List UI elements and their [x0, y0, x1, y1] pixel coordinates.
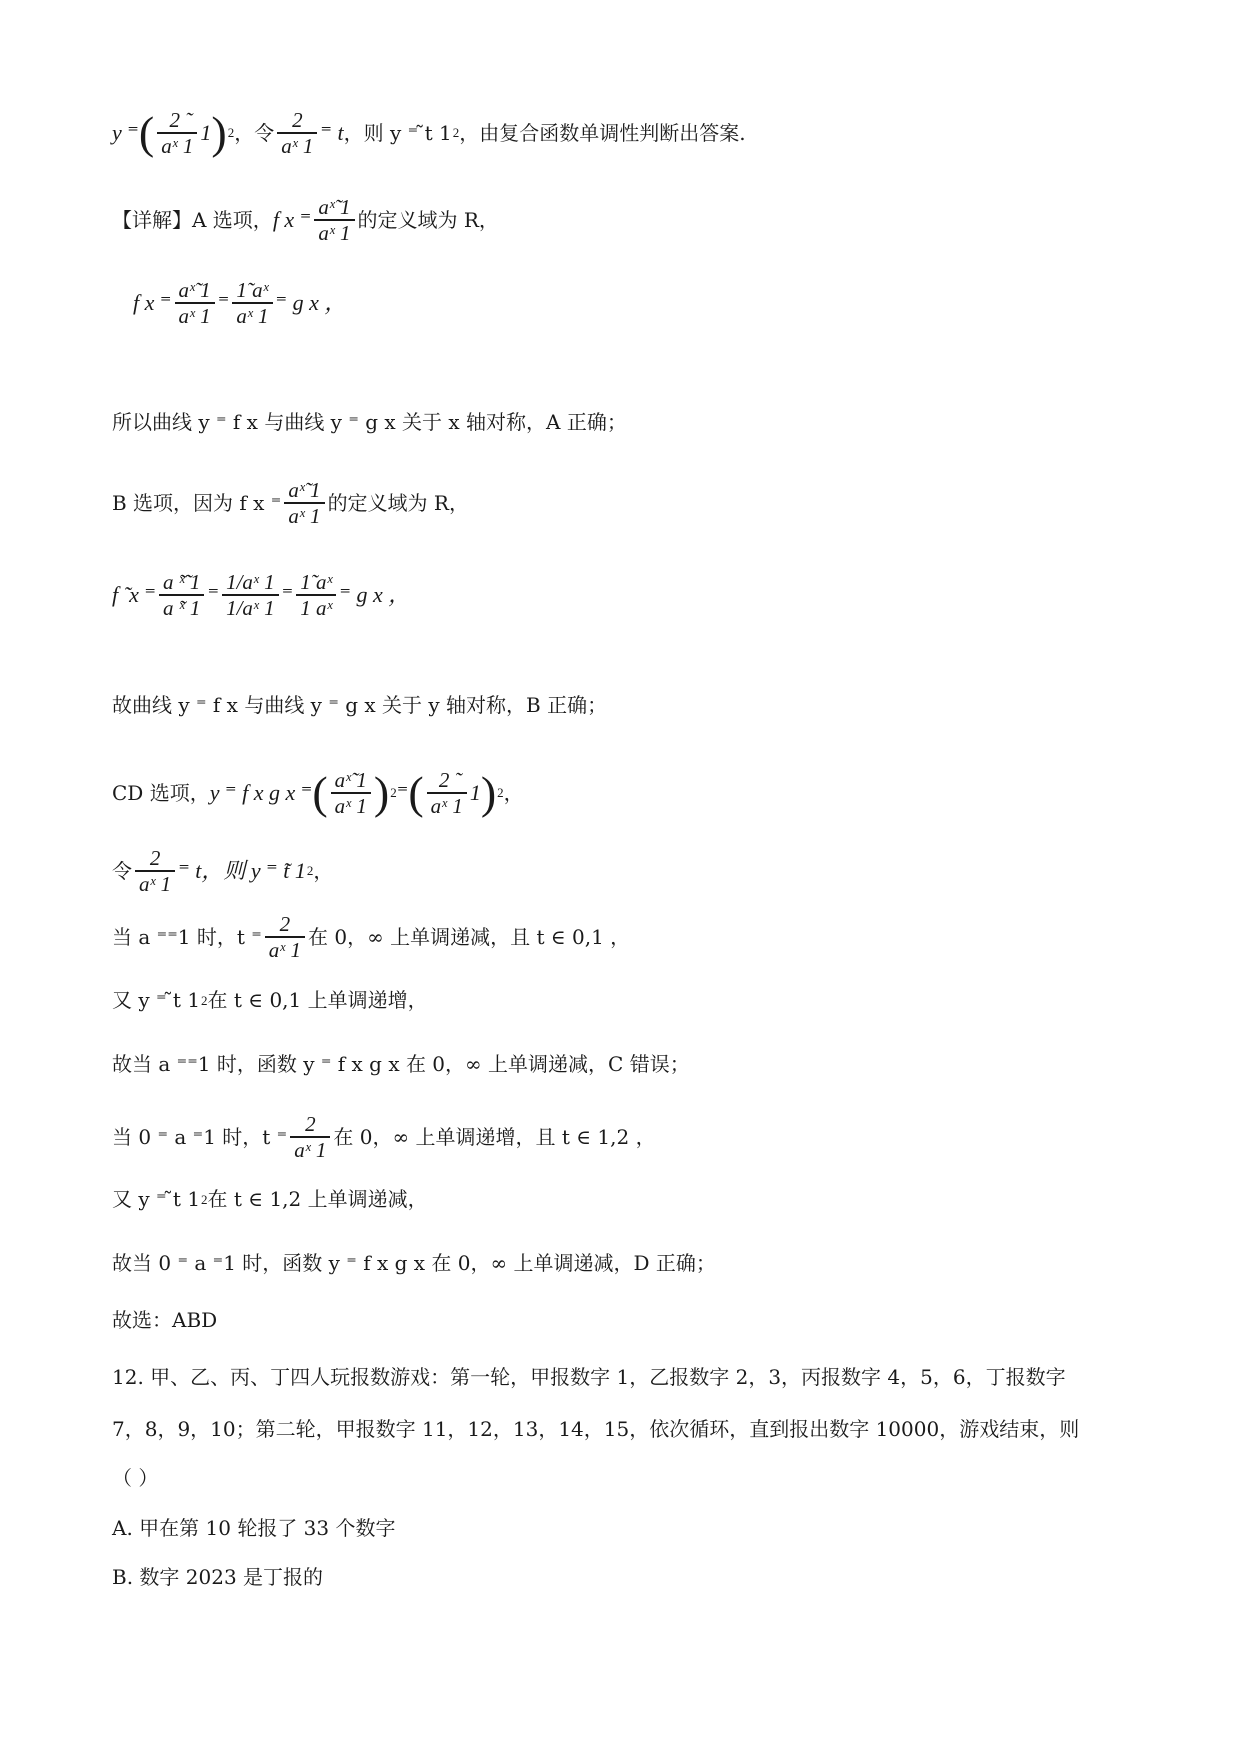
- math-expr: ⁼: [281, 581, 294, 607]
- fraction: [427, 768, 467, 818]
- math-expr: ⁼: [396, 779, 409, 805]
- solution-line-10: [112, 912, 1129, 962]
- answer-text: 故选：ABD: [112, 1308, 218, 1332]
- section-label: 【详解】A 选项，: [112, 207, 273, 232]
- math-expr: ⁼ t，则 y ⁼ ̃t 1: [178, 857, 306, 883]
- denominator: aˣ 1: [281, 133, 314, 158]
- numerator: 2: [305, 1112, 316, 1136]
- question-12-line-2: [112, 1419, 1129, 1439]
- numerator: 1̃ aˣ: [300, 570, 333, 594]
- text: CD 选项，: [112, 780, 210, 805]
- text: 在 t ∈ 0,1 上单调递增，: [207, 988, 428, 1012]
- denominator: aˣ 1: [139, 871, 172, 896]
- numerator: 2: [149, 846, 161, 870]
- fraction: [175, 278, 215, 328]
- text: 当 a ⁼⁼1 时，t ⁼: [112, 924, 262, 949]
- denominator: 1 aˣ: [300, 595, 333, 620]
- math-expr: y ⁼ f x g x ⁼: [209, 779, 313, 805]
- math-expr: ⁼ g x ，: [339, 581, 411, 607]
- text: 在 0，∞ 上单调递减，且 t ∈ 0,1 ，: [307, 924, 631, 949]
- solution-line-5: [112, 478, 1129, 528]
- numerator: aˣ̃ 1: [318, 195, 351, 219]
- text: 所以曲线 y ⁼ f x 与曲线 y ⁼ g x 关于 x 轴对称，A 正确；: [112, 410, 627, 434]
- text: ，: [313, 858, 334, 883]
- question-12-line-1: [112, 1367, 1129, 1387]
- text: 在 t ∈ 1,2 上单调递减，: [207, 1187, 428, 1211]
- solution-line-8: [112, 768, 1129, 818]
- numerator: 1/aˣ 1: [226, 570, 275, 594]
- denominator: aˣ 1: [178, 303, 211, 328]
- text: 故当 0 ⁼ a ⁼1 时，函数 y ⁼ f x g x 在 0，∞ 上单调递减，D 正确；: [112, 1251, 716, 1275]
- denominator: aˣ 1: [268, 937, 301, 962]
- question-text: 7，8，9，10；第二轮，甲报数字 11，12，13，14，15，依次循环，直到报出数字 10000，游戏结束，则: [112, 1417, 1080, 1441]
- numerator: aˣ̃ 1: [334, 768, 367, 792]
- text: 当 0 ⁼ a ⁼1 时，t ⁼: [112, 1124, 288, 1149]
- text: ，由复合函数单调性判断出答案.: [459, 120, 746, 145]
- denominator: 1/aˣ 1: [226, 595, 275, 620]
- text: 故曲线 y ⁼ f x 与曲线 y ⁼ g x 关于 y 轴对称，B 正确；: [112, 693, 608, 717]
- denominator: aˣ 1: [161, 133, 194, 158]
- fraction: [135, 846, 175, 896]
- text: 的定义域为 R，: [327, 490, 469, 515]
- fraction: [290, 1112, 330, 1162]
- text: ，则 y ⁼ ̃t 1: [343, 120, 452, 145]
- fraction: [284, 478, 324, 528]
- solution-line-4: [112, 412, 1129, 432]
- option-b-text: B. 数字 2023 是丁报的: [112, 1565, 324, 1589]
- question-text: 12. 甲、乙、丙、丁四人玩报数游戏：第一轮，甲报数字 1，乙报数字 2，3，丙报数字 4，5，6，丁报数字: [112, 1365, 1066, 1389]
- numerator: 2: [292, 108, 303, 132]
- math-expr: 1: [200, 119, 212, 145]
- text: 在 0，∞ 上单调递增，且 t ∈ 1,2 ，: [333, 1124, 656, 1149]
- left-paren: (: [312, 766, 328, 818]
- answer-line: [112, 1310, 1129, 1330]
- solution-line-11: [112, 990, 1129, 1010]
- math-expr: f ̃ x ⁼: [112, 581, 156, 607]
- left-paren: (: [408, 766, 424, 818]
- exponent: 2: [227, 125, 235, 141]
- right-paren: ): [373, 766, 390, 818]
- denominator: aˣ 1: [318, 220, 351, 245]
- right-paren: ): [211, 106, 227, 158]
- solution-line-1: [112, 108, 1129, 158]
- denominator: aˣ 1: [288, 503, 321, 528]
- numerator: 2 ̃: [169, 108, 186, 132]
- exponent: 2: [306, 863, 314, 879]
- right-paren: ): [480, 766, 497, 818]
- numerator: aˣ̃ 1: [178, 278, 211, 302]
- fraction: [314, 195, 354, 245]
- fraction: [159, 570, 204, 620]
- fraction: [157, 108, 197, 158]
- numerator: 2 ̃: [438, 768, 455, 792]
- solution-line-14: [112, 1189, 1129, 1209]
- exponent: 2: [497, 785, 504, 801]
- option-a-text: A. 甲在第 10 轮报了 33 个数字: [112, 1516, 396, 1540]
- text: B 选项，因为 f x ⁼: [112, 490, 282, 515]
- fraction: [277, 108, 317, 158]
- exponent: 2: [201, 992, 208, 1008]
- solution-line-15: [112, 1253, 1129, 1273]
- denominator: aˣ 1: [294, 1137, 327, 1162]
- numerator: 1̃ aˣ: [236, 278, 269, 302]
- math-expr: y ⁼: [112, 119, 139, 145]
- option-b: [112, 1567, 1129, 1587]
- fraction: [265, 912, 305, 962]
- numerator: aˣ̃ 1: [288, 478, 321, 502]
- denominator: aˣ 1: [334, 793, 367, 818]
- solution-line-6: [112, 570, 1129, 620]
- answer-blank: （ ）: [112, 1466, 159, 1490]
- math-expr: ⁼ g x ，: [275, 289, 347, 315]
- text: 又 y ⁼ ̃t 1: [112, 988, 201, 1012]
- math-expr: f x ⁼: [133, 289, 172, 315]
- fraction: [296, 570, 336, 620]
- text: ，令: [234, 120, 275, 145]
- text: 的定义域为 R，: [357, 207, 499, 232]
- exponent: 2: [452, 125, 460, 141]
- fraction: [331, 768, 371, 818]
- math-expr: f x ⁼: [272, 206, 312, 232]
- option-a: [112, 1518, 1129, 1538]
- numerator: 2: [279, 912, 291, 936]
- solution-line-12: [112, 1054, 1129, 1074]
- question-12-line-3: [112, 1468, 1129, 1488]
- text: ，: [503, 780, 524, 805]
- solution-line-2: [112, 195, 1129, 245]
- exponent: 2: [201, 1191, 208, 1207]
- solution-line-3: [133, 278, 1129, 328]
- text: 又 y ⁼ ̃t 1: [112, 1187, 201, 1211]
- math-expr: ⁼: [217, 289, 230, 315]
- fraction: [222, 570, 279, 620]
- left-paren: (: [138, 106, 155, 158]
- text: 令: [112, 858, 132, 883]
- denominator: aˣ 1: [236, 303, 269, 328]
- solution-line-7: [112, 695, 1129, 715]
- text: 故当 a ⁼⁼1 时，函数 y ⁼ f x g x 在 0，∞ 上单调递减，C 错误；: [112, 1052, 690, 1076]
- solution-line-9: [112, 846, 1129, 896]
- numerator: a ̃ˣ̃ 1: [163, 570, 201, 594]
- exponent: 2: [390, 785, 397, 801]
- math-expr: ⁼ t: [320, 119, 344, 145]
- math-expr: 1: [469, 779, 481, 805]
- denominator: a ̃ˣ 1: [163, 595, 201, 620]
- solution-line-13: [112, 1112, 1129, 1162]
- fraction: [232, 278, 272, 328]
- math-expr: ⁼: [207, 581, 220, 607]
- denominator: aˣ 1: [430, 793, 463, 818]
